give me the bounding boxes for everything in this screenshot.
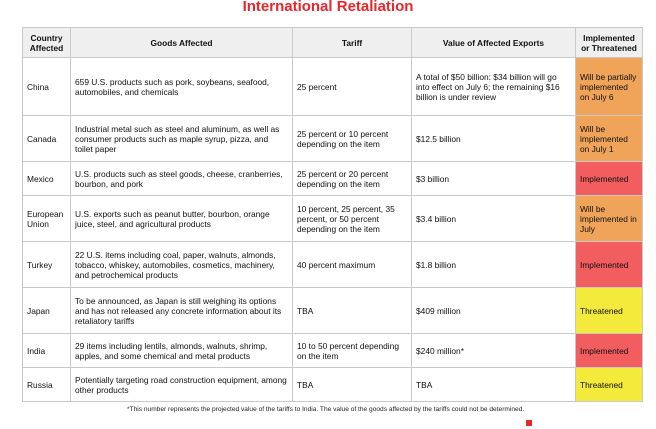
country-cell: Russia xyxy=(23,368,71,402)
footnote: *This number represents the projected value of the tariffs to India. The value of the goods affected by the tariffs could not be determined. xyxy=(127,406,525,413)
goods-cell: U.S. exports such as peanut butter, bourbon, orange juice, steel, and agricultural products xyxy=(71,196,293,242)
header-goods: Goods Affected xyxy=(71,28,293,58)
value-cell: $240 million* xyxy=(412,334,576,368)
status-cell: Will be implemented in July xyxy=(576,196,643,242)
goods-cell: Industrial metal such as steel and aluminum, as well as consumer products such as maple syrup, pizza, and toilet paper xyxy=(71,116,293,162)
tariff-cell: 10 to 50 percent depending on the item xyxy=(293,334,412,368)
retaliation-table xyxy=(22,27,643,402)
tariff-cell: TBA xyxy=(293,288,412,334)
table-row xyxy=(23,288,643,334)
status-cell: Threatened xyxy=(576,288,643,334)
tariff-cell: 10 percent, 25 percent, 35 percent, or 50 percent depending on the item xyxy=(293,196,412,242)
header-country: Country Affected xyxy=(23,28,71,58)
table-row xyxy=(23,368,643,402)
goods-cell: To be announced, as Japan is still weighing its options and has not released any concrete information about its retaliatory tariffs xyxy=(71,288,293,334)
value-cell: $409 million xyxy=(412,288,576,334)
value-cell: TBA xyxy=(412,368,576,402)
status-cell: Implemented xyxy=(576,242,643,288)
value-cell: $1.8 billion xyxy=(412,242,576,288)
table-row xyxy=(23,162,643,196)
status-cell: Will be implemented on July 1 xyxy=(576,116,643,162)
value-cell: A total of $50 billion: $34 billion will go into effect on July 6; the remaining $16 billion is under review xyxy=(412,58,576,116)
table-row xyxy=(23,242,643,288)
goods-cell: U.S. products such as steel goods, cheese, cranberries, bourbon, and pork xyxy=(71,162,293,196)
header-value: Value of Affected Exports xyxy=(412,28,576,58)
status-cell: Will be partially implemented on July 6 xyxy=(576,58,643,116)
status-cell: Implemented xyxy=(576,162,643,196)
country-cell: Turkey xyxy=(23,242,71,288)
table-row xyxy=(23,334,643,368)
table-row xyxy=(23,116,643,162)
table-row xyxy=(23,196,643,242)
red-square-mark xyxy=(526,420,532,426)
status-cell: Threatened xyxy=(576,368,643,402)
country-cell: Japan xyxy=(23,288,71,334)
country-cell: Canada xyxy=(23,116,71,162)
country-cell: China xyxy=(23,58,71,116)
tariff-cell: TBA xyxy=(293,368,412,402)
country-cell: European Union xyxy=(23,196,71,242)
value-cell: $3 billion xyxy=(412,162,576,196)
value-cell: $12.5 billion xyxy=(412,116,576,162)
status-cell: Implemented xyxy=(576,334,643,368)
country-cell: India xyxy=(23,334,71,368)
goods-cell: 29 items including lentils, almonds, walnuts, shrimp, apples, and some chemical and metal products xyxy=(71,334,293,368)
tariff-cell: 40 percent maximum xyxy=(293,242,412,288)
header-tariff: Tariff xyxy=(293,28,412,58)
goods-cell: 22 U.S. items including coal, paper, walnuts, almonds, tobacco, whiskey, automobiles, cosmetics, machinery, and petrochemical products xyxy=(71,242,293,288)
value-cell: $3.4 billion xyxy=(412,196,576,242)
tariff-cell: 25 percent or 20 percent depending on the item xyxy=(293,162,412,196)
table-row xyxy=(23,58,643,116)
header-status: Implemented or Threatened xyxy=(576,28,643,58)
tariff-cell: 25 percent xyxy=(293,58,412,116)
goods-cell: 659 U.S. products such as pork, soybeans, seafood, automobiles, and chemicals xyxy=(71,58,293,116)
tariff-cell: 25 percent or 10 percent depending on the item xyxy=(293,116,412,162)
goods-cell: Potentially targeting road construction equipment, among other products xyxy=(71,368,293,402)
country-cell: Mexico xyxy=(23,162,71,196)
page-title: International Retaliation xyxy=(242,0,414,15)
table-header-row xyxy=(23,28,643,58)
